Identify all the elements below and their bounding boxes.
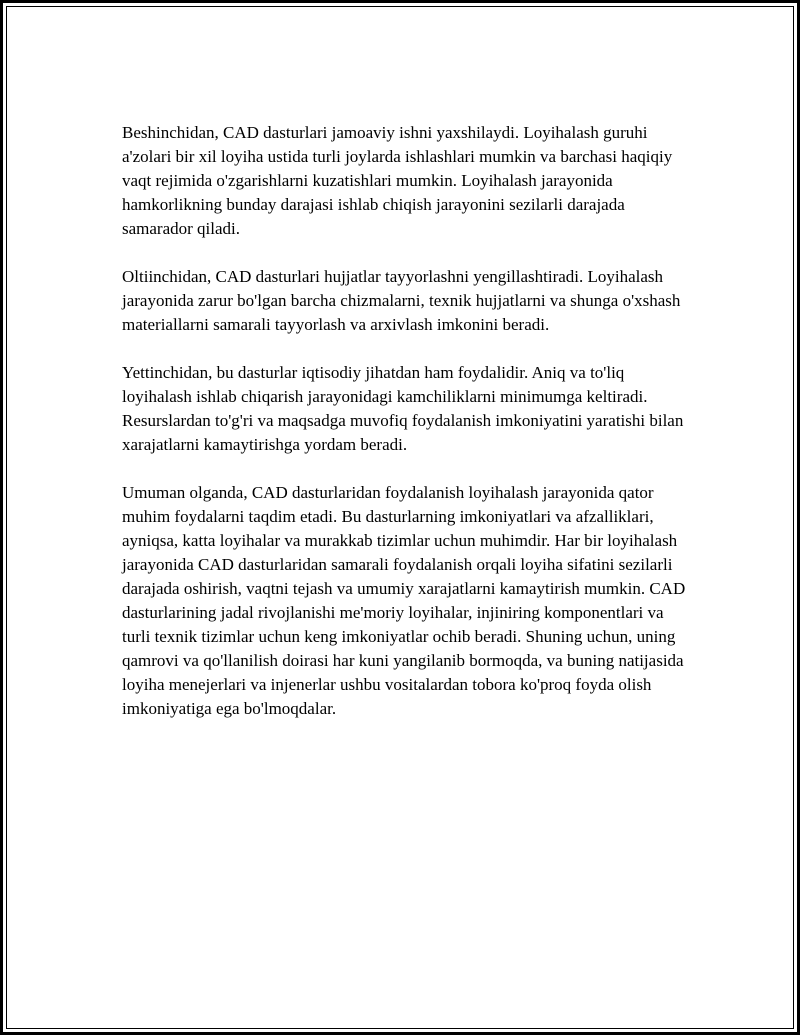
- paragraph: Yettinchidan, bu dasturlar iqtisodiy jihatdan ham foydalidir. Aniq va to'liq loyihalash ishlab chiqarish jarayonidagi kamchiliklarni minimumga keltiradi. Resurslardan to'g'ri va maqsadga muvofiq foydalanish imkoniyatini yaratishi bilan xarajatlarni kamaytirishga yordam beradi.: [122, 363, 684, 454]
- document-body: [122, 121, 694, 745]
- paragraph: Beshinchidan, CAD dasturlari jamoaviy ishni yaxshilaydi. Loyihalash guruhi a'zolari bir xil loyiha ustida turli joylarda ishlashlari mumkin va barchasi haqiqiy vaqt rejimida o'zgarishlarni kuzatishlari mumkin. Loyihalash jarayonida hamkorlikning bunday darajasi ishlab chiqish jarayonini sezilarli darajada samarador qiladi.: [122, 123, 673, 238]
- paragraph: Oltiinchidan, CAD dasturlari hujjatlar tayyorlashni yengillashtiradi. Loyihalash jarayonida zarur bo'lgan barcha chizmalarni, texnik hujjatlarni va shunga o'xshash materiallarni samarali tayyorlash va arxivlash imkonini beradi.: [122, 267, 681, 334]
- paragraph: Umuman olganda, CAD dasturlaridan foydalanish loyihalash jarayonida qator muhim foydalarni taqdim etadi. Bu dasturlarning imkoniyatlari va afzalliklari, ayniqsa, katta loyihalar va murakkab tizimlar uchun muhimdir. Har bir loyihalash jarayonida CAD dasturlaridan samarali foydalanish orqali loyiha sifatini sezilarli darajada oshirish, vaqtni tejash va umumiy xarajatlarni kamaytirish mumkin. CAD dasturlarining jadal rivojlanishi me'moriy loyihalar, injiniring komponentlari va turli texnik tizimlar uchun keng imkoniyatlar ochib beradi. Shuning uchun, uning qamrovi va qo'llanilish doirasi har kuni yangilanib bormoqda, va buning natijasida loyiha menejerlari va injenerlar ushbu vositalardan tobora ko'proq foyda olish imkoniyatiga ega bo'lmoqdalar.: [122, 483, 686, 718]
